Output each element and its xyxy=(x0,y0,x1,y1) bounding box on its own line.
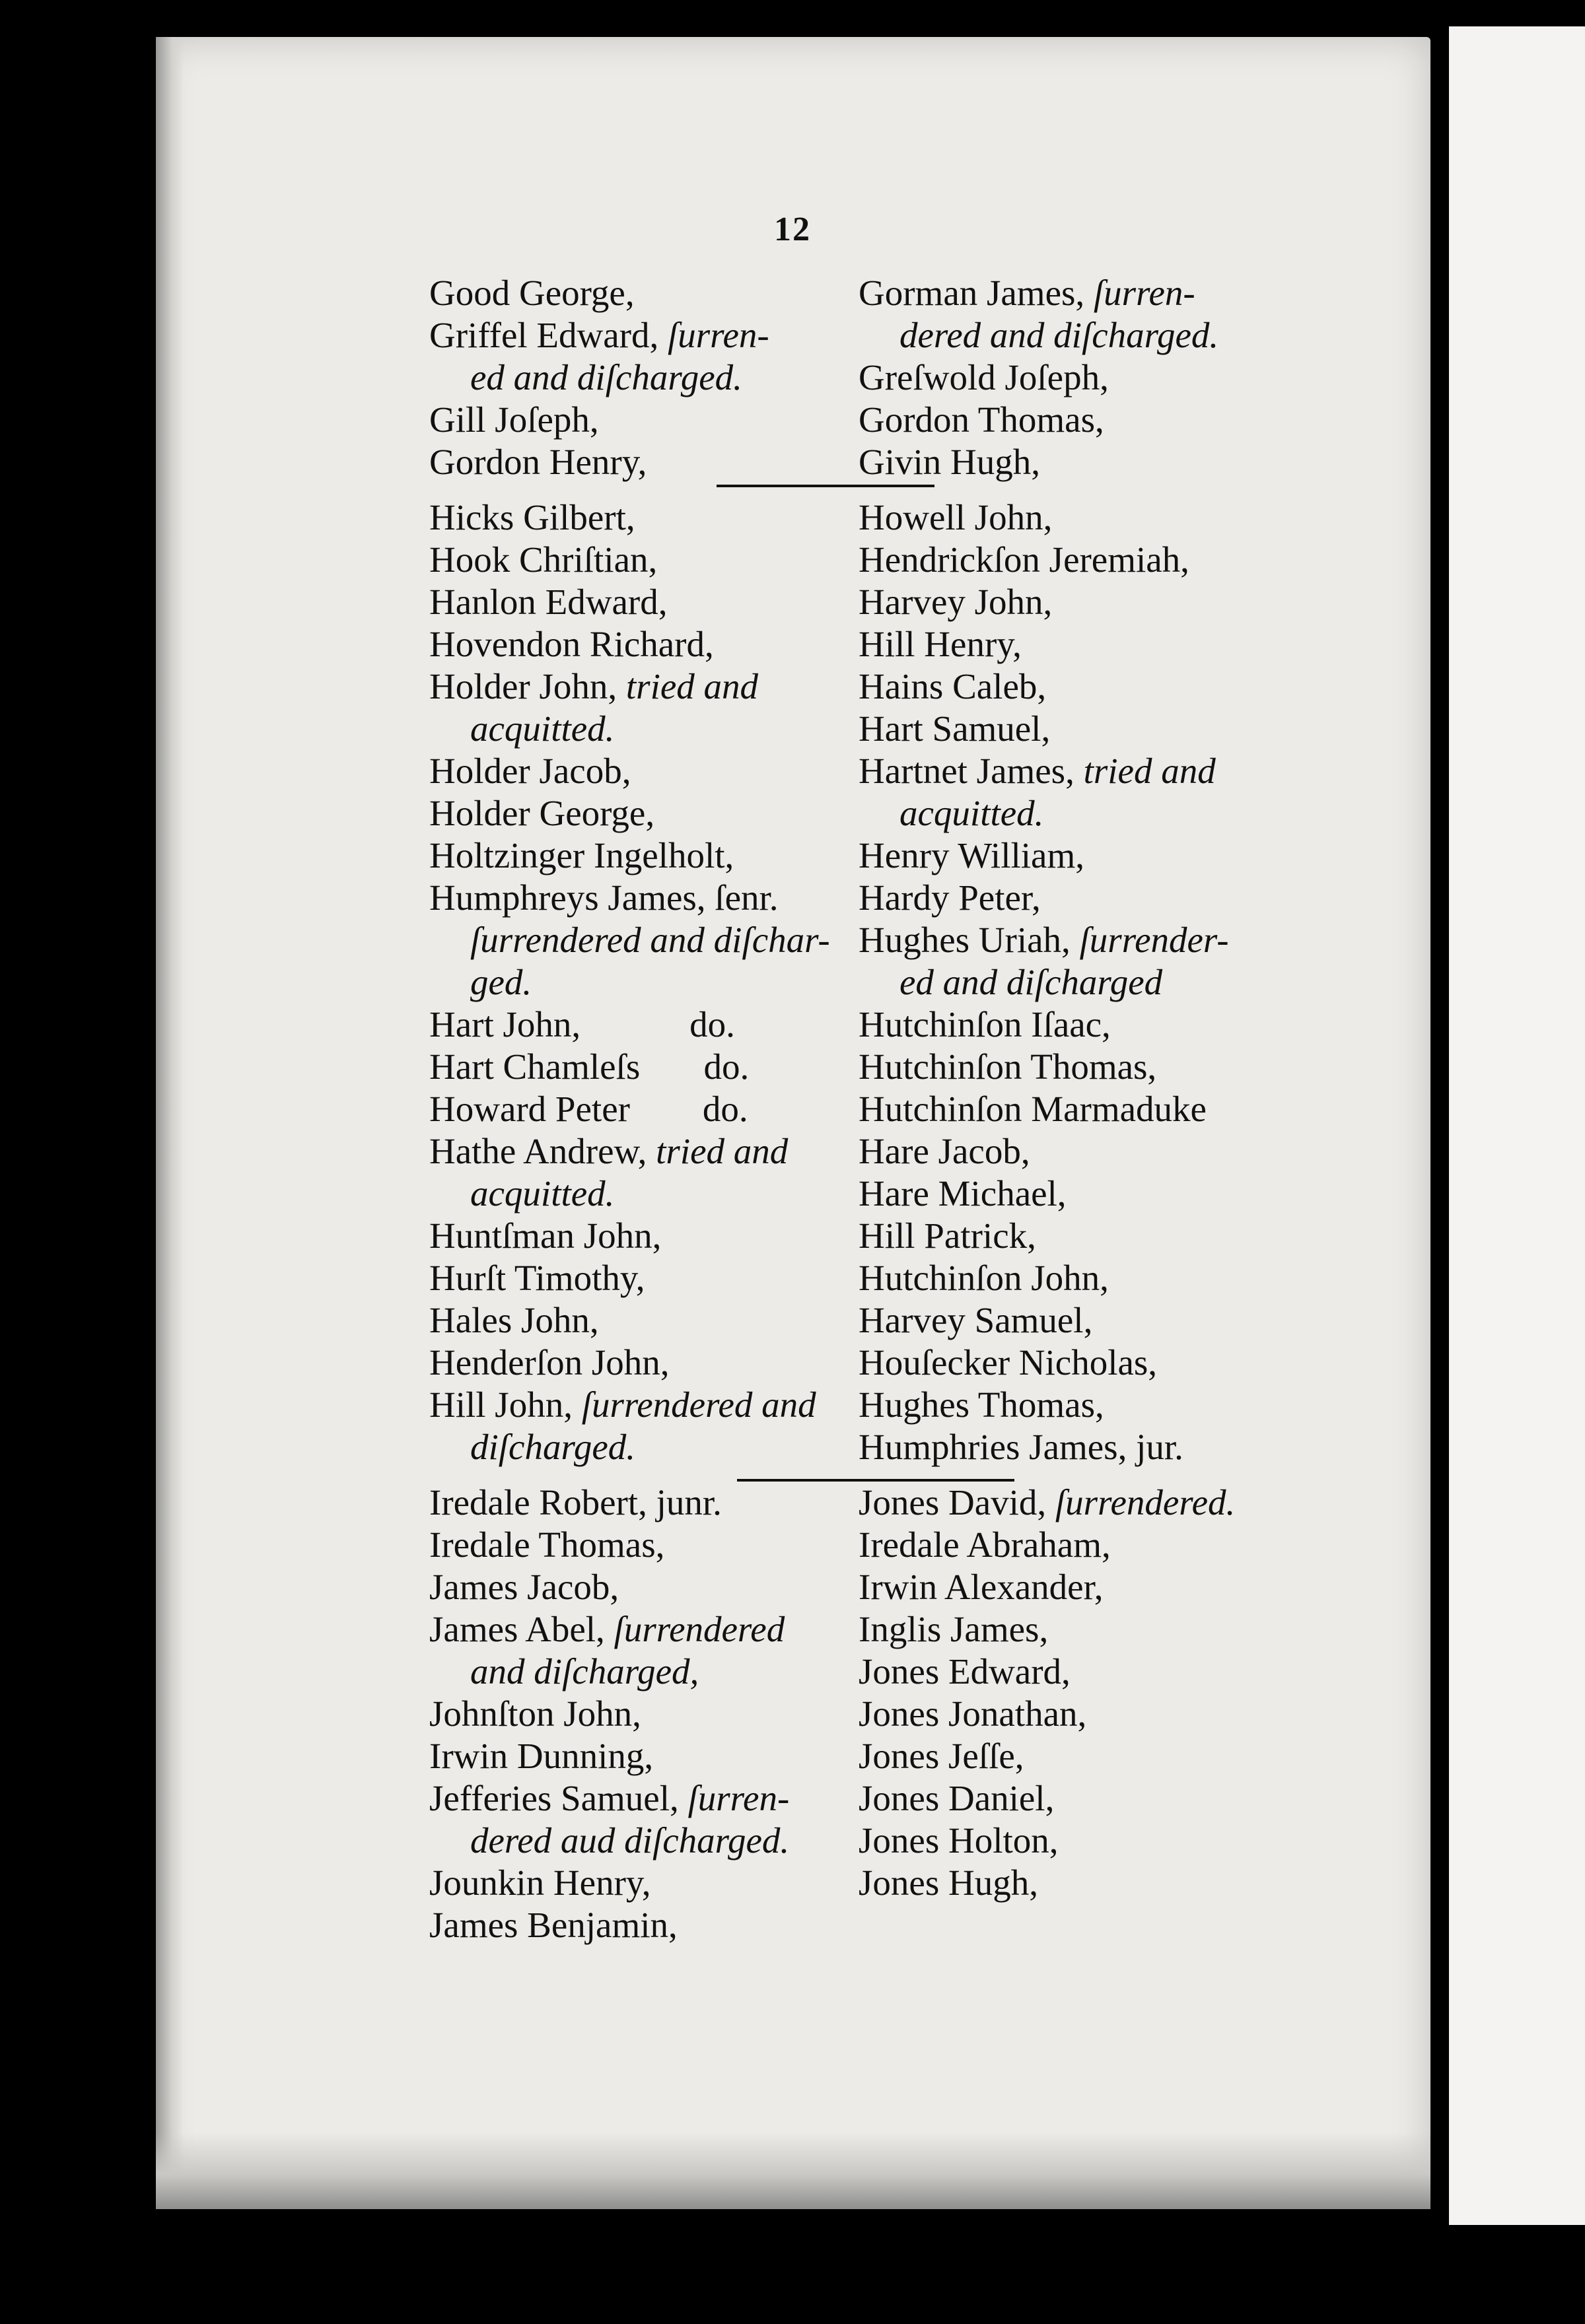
entry-text: Hare Michael, xyxy=(859,1173,1067,1213)
name-entry xyxy=(859,1651,1360,1693)
entry-text: Hill Patrick, xyxy=(859,1215,1036,1256)
entry-note: dered aud diſcharged. xyxy=(470,1820,790,1861)
entry-note: ſurrendered and xyxy=(581,1384,816,1425)
entry-text: Jounkin Henry, xyxy=(429,1863,651,1903)
name-entry xyxy=(429,1046,859,1088)
entry-text: Gorman James, xyxy=(859,273,1094,313)
entry-text: Henry William, xyxy=(859,835,1084,875)
entry-text: Givin Hugh, xyxy=(859,442,1040,482)
entry-text: Inglis James, xyxy=(859,1609,1049,1649)
name-entry xyxy=(429,792,859,835)
section-rule-g-h xyxy=(717,485,934,487)
entry-text: Huntſman John, xyxy=(429,1215,662,1256)
entry-text: Hughes Thomas, xyxy=(859,1384,1104,1425)
entry-text: Hutchinſon John, xyxy=(859,1258,1109,1298)
name-entry xyxy=(429,1862,859,1904)
name-entry xyxy=(859,1004,1360,1046)
entry-text: James Abel, xyxy=(429,1609,614,1649)
name-entry xyxy=(859,1777,1360,1820)
entry-text: Johnſton John, xyxy=(429,1693,641,1734)
name-entry xyxy=(429,1482,859,1524)
name-entry xyxy=(859,399,1360,441)
name-entry xyxy=(859,1608,1360,1651)
entry-note: ſurren- xyxy=(1093,273,1195,313)
entry-note: ſurrendered. xyxy=(1055,1482,1236,1522)
name-entry xyxy=(429,919,859,961)
entry-text: Hart Samuel, xyxy=(859,708,1051,749)
entry-text: Holtzinger Ingelholt, xyxy=(429,835,734,875)
name-entry xyxy=(859,1735,1360,1777)
entry-note: ſurrendered and diſchar- xyxy=(470,920,830,960)
name-entry xyxy=(429,1384,859,1426)
entry-text: Hutchinſon Thomas, xyxy=(859,1046,1157,1087)
entry-text: Humphries James, jur. xyxy=(859,1427,1183,1467)
name-entry xyxy=(859,835,1360,877)
entry-note: tried and xyxy=(625,666,759,706)
entry-text: Humphreys James, ſenr. xyxy=(429,877,779,918)
name-entry xyxy=(859,1820,1360,1862)
name-entry xyxy=(429,272,859,314)
name-entry xyxy=(859,1342,1360,1384)
left-column xyxy=(429,272,859,1946)
entry-text: Harvey John, xyxy=(859,582,1053,622)
section-rule-h-i xyxy=(737,1479,1014,1482)
name-entry xyxy=(859,750,1360,792)
name-entry xyxy=(429,1088,859,1130)
name-entry xyxy=(859,961,1360,1004)
name-entry xyxy=(429,1173,859,1215)
name-entry xyxy=(429,1257,859,1299)
name-entry xyxy=(429,539,859,581)
name-entry xyxy=(429,1735,859,1777)
name-entry xyxy=(859,357,1360,399)
entry-text: Hardy Peter, xyxy=(859,877,1041,918)
entry-text: Iredale Abraham, xyxy=(859,1524,1111,1565)
name-entry xyxy=(429,1215,859,1257)
name-entry xyxy=(429,496,859,539)
entry-text: Howell John, xyxy=(859,497,1053,537)
entry-text: Irwin Alexander, xyxy=(859,1567,1104,1607)
name-entry xyxy=(429,1524,859,1566)
name-entry xyxy=(429,1426,859,1468)
entry-text: Hartnet James, xyxy=(859,751,1084,791)
name-entry xyxy=(429,1299,859,1342)
right-column xyxy=(859,272,1360,1904)
name-entry xyxy=(859,1215,1360,1257)
entry-text: Gordon Henry, xyxy=(429,442,647,482)
entry-text: Hales John, xyxy=(429,1300,599,1340)
entry-note: tried and xyxy=(656,1131,789,1171)
page-left-edge xyxy=(156,37,184,2209)
entry-text: Hendrickſon Jeremiah, xyxy=(859,539,1189,580)
name-entry xyxy=(859,1046,1360,1088)
entry-text: Hare Jacob, xyxy=(859,1131,1030,1171)
entry-note: tried and xyxy=(1083,751,1216,791)
entry-note: ſurrendered xyxy=(614,1609,785,1649)
entry-note: dered and diſcharged. xyxy=(899,315,1219,355)
entry-note: ed and diſcharged. xyxy=(470,357,742,397)
name-entry xyxy=(859,539,1360,581)
entry-text: Hill John, xyxy=(429,1384,582,1425)
name-entry xyxy=(429,835,859,877)
entry-note: and diſcharged, xyxy=(470,1651,699,1692)
entry-text: Houſecker Nicholas, xyxy=(859,1342,1158,1383)
name-entry xyxy=(859,314,1360,357)
entry-text: Hanlon Edward, xyxy=(429,582,668,622)
entry-text: Hicks Gilbert, xyxy=(429,497,635,537)
name-entry xyxy=(859,708,1360,750)
entry-note: ed and diſcharged xyxy=(899,962,1163,1002)
entry-text: Hill Henry, xyxy=(859,624,1022,664)
name-entry xyxy=(429,441,859,483)
entry-text: Jones Edward, xyxy=(859,1651,1071,1692)
name-entry xyxy=(859,441,1360,483)
page-bottom-edge xyxy=(156,2133,1430,2209)
page-number: 12 xyxy=(774,211,811,248)
entry-text: Good George, xyxy=(429,273,635,313)
name-entry xyxy=(429,1777,859,1820)
name-entry xyxy=(859,623,1360,666)
name-entry xyxy=(429,581,859,623)
entry-text: Holder Jacob, xyxy=(429,751,631,791)
name-entry xyxy=(859,581,1360,623)
entry-note: acquitted. xyxy=(899,793,1044,833)
entry-note: ſurren- xyxy=(687,1778,790,1818)
entry-note: ged. xyxy=(470,962,532,1002)
entry-text: Hutchinſon Iſaac, xyxy=(859,1004,1111,1044)
entry-text: Griffel Edward, xyxy=(429,315,668,355)
name-entry xyxy=(429,961,859,1004)
entry-text: Hook Chriſtian, xyxy=(429,539,658,580)
entry-text: Henderſon John, xyxy=(429,1342,670,1383)
name-entry xyxy=(429,877,859,919)
name-entry xyxy=(859,1299,1360,1342)
name-entry xyxy=(859,1524,1360,1566)
name-entry xyxy=(429,1608,859,1651)
entry-text: Jones Holton, xyxy=(859,1820,1059,1861)
name-entry xyxy=(429,399,859,441)
name-entry xyxy=(859,792,1360,835)
name-entry xyxy=(429,1342,859,1384)
name-entry xyxy=(429,750,859,792)
entry-text: Jefferies Samuel, xyxy=(429,1778,688,1818)
entry-text: Gordon Thomas, xyxy=(859,399,1104,440)
entry-note: ſurrender- xyxy=(1079,920,1229,960)
entry-text: Howard Peter do. xyxy=(429,1089,748,1129)
name-entry xyxy=(859,1384,1360,1426)
entry-text: Hains Caleb, xyxy=(859,666,1047,706)
entry-text: Gill Joſeph, xyxy=(429,399,599,440)
entry-text: James Benjamin, xyxy=(429,1905,678,1945)
name-entry xyxy=(859,1566,1360,1608)
entry-text: Hurſt Timothy, xyxy=(429,1258,645,1298)
name-entry xyxy=(859,272,1360,314)
name-entry xyxy=(429,1130,859,1173)
name-entry xyxy=(429,1651,859,1693)
entry-text: Jones Jonathan, xyxy=(859,1693,1087,1734)
book-gutter xyxy=(1432,20,1449,2232)
name-entry xyxy=(429,314,859,357)
entry-text: Greſwold Joſeph, xyxy=(859,357,1109,397)
entry-note: diſcharged. xyxy=(470,1427,635,1467)
name-entry xyxy=(429,623,859,666)
entry-text: Jones Jeſſe, xyxy=(859,1736,1024,1776)
name-entry xyxy=(859,1426,1360,1468)
entry-note: acquitted. xyxy=(470,1173,615,1213)
entry-note: ſurren- xyxy=(667,315,769,355)
entry-text: Jones Daniel, xyxy=(859,1778,1055,1818)
entry-text: Iredale Thomas, xyxy=(429,1524,665,1565)
name-entry xyxy=(429,1904,859,1946)
name-entry xyxy=(429,1566,859,1608)
entry-text: Harvey Samuel, xyxy=(859,1300,1093,1340)
name-entry xyxy=(429,666,859,708)
name-entry xyxy=(429,1004,859,1046)
entry-text: Jones David, xyxy=(859,1482,1055,1522)
entry-text: Hovendon Richard, xyxy=(429,624,714,664)
name-entry xyxy=(429,357,859,399)
name-entry xyxy=(429,708,859,750)
name-entry xyxy=(429,1693,859,1735)
entry-text: James Jacob, xyxy=(429,1567,619,1607)
name-entry xyxy=(859,877,1360,919)
name-entry xyxy=(859,1257,1360,1299)
name-entry xyxy=(859,666,1360,708)
name-entry xyxy=(859,919,1360,961)
entry-text: Irwin Dunning, xyxy=(429,1736,654,1776)
entry-text: Holder George, xyxy=(429,793,655,833)
entry-note: acquitted. xyxy=(470,708,615,749)
entry-text: Jones Hugh, xyxy=(859,1863,1038,1903)
name-entry xyxy=(859,496,1360,539)
entry-text: Hathe Andrew, xyxy=(429,1131,656,1171)
entry-text: Hart John, do. xyxy=(429,1004,735,1044)
name-entry xyxy=(859,1693,1360,1735)
name-entry xyxy=(429,1820,859,1862)
name-entry xyxy=(859,1862,1360,1904)
entry-text: Hutchinſon Marmaduke xyxy=(859,1089,1207,1129)
name-entry xyxy=(859,1130,1360,1173)
entry-text: Holder John, xyxy=(429,666,626,706)
name-entry xyxy=(859,1482,1360,1524)
facing-page-edge xyxy=(1449,26,1585,2225)
entry-text: Hughes Uriah, xyxy=(859,920,1080,960)
entry-text: Iredale Robert, junr. xyxy=(429,1482,722,1522)
name-entry xyxy=(859,1088,1360,1130)
entry-text: Hart Chamleſs do. xyxy=(429,1046,750,1087)
name-entry xyxy=(859,1173,1360,1215)
